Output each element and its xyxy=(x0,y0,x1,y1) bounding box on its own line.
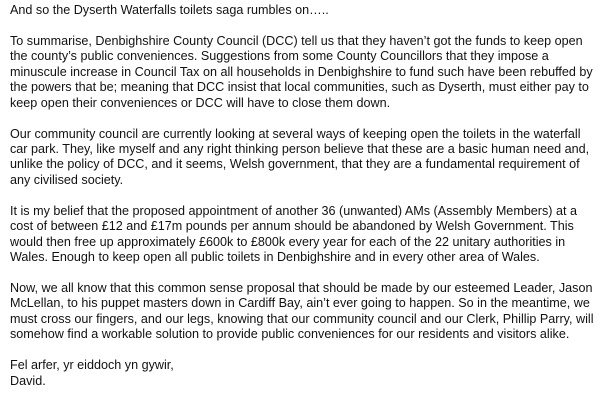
paragraph-funding: To summarise, Denbighshire County Council (DCC) tell us that they haven’t got the funds to keep open the county’s public conveniences. Suggestions from some County Councillors that they impose a minuscule increase in Council Tax on all households in Denbighshire to fund such have been rebuffed by the powers that be; meaning that DCC insist that local communities, such as Dyserth, must either pay to keep open their conveniences or DCC will have to close them down. xyxy=(10,34,593,110)
paragraph-proposal: Now, we all know that this common sense proposal that should be made by our esteemed Leader, Jason McLellan, to his puppet masters down in Cardiff Bay, ain’t ever going to happen. So in the meantime, we must cross our fingers, and our legs, knowing that our community council and our Clerk, Phillip Parry, will somehow find a workable solution to provide public conveniences for our residents and visitors alike. xyxy=(10,281,594,342)
letter-closing: Fel arfer, yr eiddoch yn gywir, xyxy=(10,358,174,373)
letter-signature: David. xyxy=(10,373,46,388)
paragraph-assembly-members: It is my belief that the proposed appointment of another 36 (unwanted) AMs (Assembly Members) at a cost of between £12 and £17m pounds per annum should be abandoned by Welsh Government. This would then free up approximately £600k to £800k every year for each of the 22 unitary authorities in Wales. Enough to keep open all public toilets in Denbighshire and in every other area of Wales. xyxy=(10,203,578,265)
paragraph-community-council: Our community council are currently looking at several ways of keeping open the toilets in the waterfall car park. They, like myself and any right thinking person believe that these are a basic human need and, unlike the policy of DCC, and it seems, Welsh government, that they are a fundamental requirement of any civilised society. xyxy=(10,126,590,187)
letter-body xyxy=(10,3,598,389)
letter-intro: And so the Dyserth Waterfalls toilets saga rumbles on….. xyxy=(10,3,329,17)
